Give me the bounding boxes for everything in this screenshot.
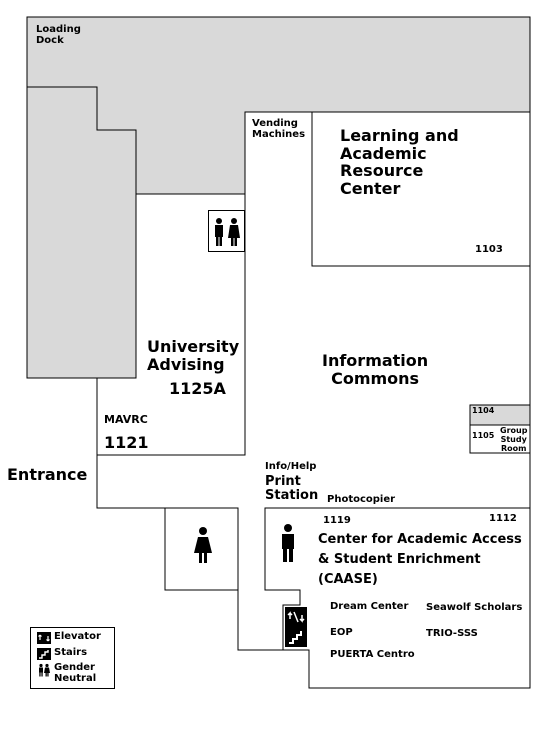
eop-label: EOP <box>330 627 353 638</box>
seawolf-scholars-label: Seawolf Scholars <box>426 602 523 613</box>
stairs-icon <box>37 648 51 660</box>
womens-restroom-icon <box>188 525 218 565</box>
gender-neutral-restroom-icon <box>209 211 244 251</box>
gender-neutral-restroom-icon <box>37 663 51 677</box>
restroom-gender-neutral-upper <box>208 210 245 252</box>
mens-restroom <box>276 522 300 564</box>
loading-dock-label: Loading Dock <box>36 24 81 46</box>
elevator-icon <box>37 632 51 644</box>
mavrc-label: MAVRC <box>104 413 148 426</box>
room-1119-label: 1119 <box>323 515 351 526</box>
elevator-icon <box>286 608 306 626</box>
trio-sss-label: TRIO-SSS <box>426 628 478 639</box>
advising-room-number: 1125A <box>169 379 226 398</box>
legend-stairs-label: Stairs <box>54 647 88 658</box>
puerta-centro-label: PUERTA Centro <box>330 649 415 660</box>
legend-gender-neutral-label: Gender Neutral <box>54 662 97 684</box>
vending-machines-label: Vending Machines <box>252 118 306 140</box>
entrance-label: Entrance <box>7 465 88 484</box>
information-commons-label: Information Commons <box>322 351 429 388</box>
room-1112-label: 1112 <box>489 513 517 524</box>
stairs-icon <box>286 628 306 646</box>
university-advising-label: University Advising <box>147 337 240 374</box>
caase-label: Center for Academic Access & Student Enrichment (CAASE) <box>318 532 522 588</box>
info-help-label: Info/Help <box>265 461 317 472</box>
photocopier-label: Photocopier <box>327 494 396 505</box>
print-station-label: Print Station <box>265 474 319 504</box>
larc-room-number: 1103 <box>475 244 503 255</box>
womens-restroom <box>188 525 218 565</box>
room-1104-label: 1104 <box>472 406 495 415</box>
legend-elevator-label: Elevator <box>54 631 101 642</box>
legend-gender-neutral <box>37 663 96 684</box>
stairs <box>285 627 307 647</box>
group-study-room-label: Group Study Room <box>500 426 528 453</box>
legend-stairs <box>37 648 87 660</box>
elevator <box>285 607 307 627</box>
mens-restroom-icon <box>276 522 300 564</box>
room-1105-label: 1105 <box>472 431 495 440</box>
legend-elevator <box>37 632 101 644</box>
larc-label: Learning and Academic Resource Center <box>340 126 459 198</box>
map-legend <box>30 627 115 689</box>
dream-center-label: Dream Center <box>330 601 409 612</box>
mavrc-room-number: 1121 <box>104 433 149 452</box>
